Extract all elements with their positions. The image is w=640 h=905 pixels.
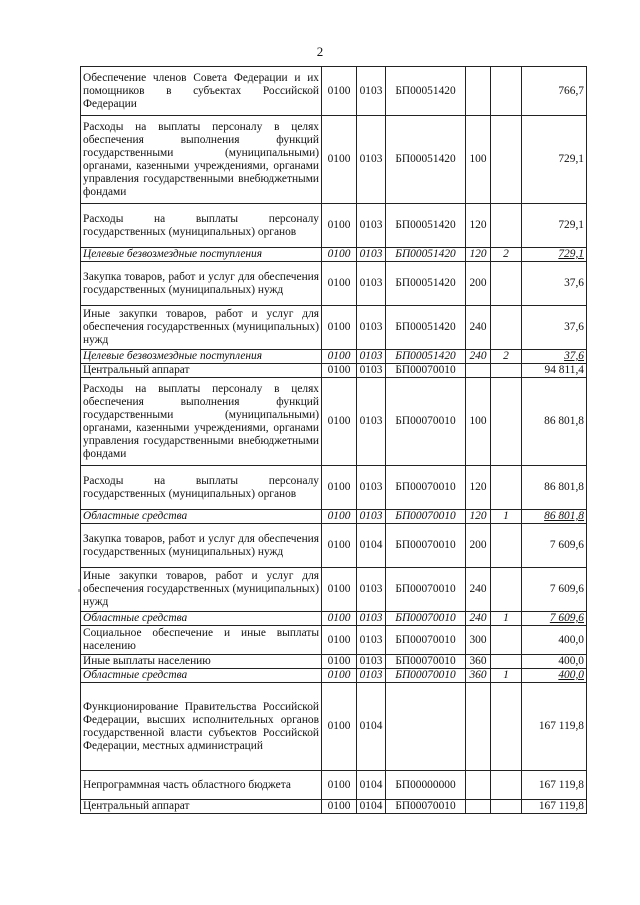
row-source-cell xyxy=(491,364,522,378)
row-subsection-cell: 0103 xyxy=(357,67,386,116)
row-section-cell: 0100 xyxy=(322,669,357,683)
row-subsection-cell: 0103 xyxy=(357,350,386,364)
table-row xyxy=(81,800,587,814)
row-section-cell: 0100 xyxy=(322,800,357,814)
row-source-cell xyxy=(491,262,522,306)
row-source-cell xyxy=(491,306,522,350)
row-expense-type-cell: 300 xyxy=(466,626,491,655)
row-amount-cell: 729,1 xyxy=(522,204,587,248)
row-target-article-cell: БП00070010 xyxy=(386,466,466,510)
row-target-article-cell: БП00070010 xyxy=(386,378,466,466)
row-amount-cell: 400,0 xyxy=(522,655,587,669)
table-row xyxy=(81,67,587,116)
row-expense-type-cell: 120 xyxy=(466,204,491,248)
table-row xyxy=(81,524,587,568)
row-name-cell: Целевые безвозмездные поступления xyxy=(81,350,322,364)
row-section-cell: 0100 xyxy=(322,350,357,364)
row-section-cell: 0100 xyxy=(322,378,357,466)
row-target-article-cell: БП00070010 xyxy=(386,800,466,814)
row-target-article-cell: БП00051420 xyxy=(386,204,466,248)
row-source-cell xyxy=(491,771,522,800)
row-section-cell: 0100 xyxy=(322,204,357,248)
row-target-article-cell: БП00051420 xyxy=(386,262,466,306)
row-source-cell xyxy=(491,800,522,814)
row-expense-type-cell xyxy=(466,771,491,800)
row-amount-cell: 729,1 xyxy=(522,248,587,262)
row-target-article-cell xyxy=(386,683,466,771)
row-section-cell: 0100 xyxy=(322,771,357,800)
row-section-cell: 0100 xyxy=(322,262,357,306)
row-source-cell xyxy=(491,378,522,466)
row-source-cell xyxy=(491,67,522,116)
row-expense-type-cell: 200 xyxy=(466,524,491,568)
row-amount-cell: 37,6 xyxy=(522,262,587,306)
page-number: 2 xyxy=(316,44,324,59)
row-name-cell: Целевые безвозмездные поступления xyxy=(81,248,322,262)
row-expense-type-cell: 240 xyxy=(466,612,491,626)
row-section-cell: 0100 xyxy=(322,306,357,350)
row-target-article-cell: БП00051420 xyxy=(386,67,466,116)
row-section-cell: 0100 xyxy=(322,655,357,669)
row-source-cell xyxy=(491,524,522,568)
table-row xyxy=(81,683,587,771)
row-amount-cell: 37,6 xyxy=(522,306,587,350)
row-name-cell: Центральный аппарат xyxy=(81,800,322,814)
row-section-cell: 0100 xyxy=(322,466,357,510)
table-row xyxy=(81,306,587,350)
row-subsection-cell: 0103 xyxy=(357,655,386,669)
row-subsection-cell: 0103 xyxy=(357,626,386,655)
row-expense-type-cell xyxy=(466,67,491,116)
row-target-article-cell: БП00070010 xyxy=(386,364,466,378)
row-subsection-cell: 0103 xyxy=(357,378,386,466)
row-expense-type-cell: 360 xyxy=(466,655,491,669)
row-subsection-cell: 0103 xyxy=(357,669,386,683)
row-section-cell: 0100 xyxy=(322,364,357,378)
table-row xyxy=(81,204,587,248)
row-subsection-cell: 0103 xyxy=(357,466,386,510)
row-target-article-cell: БП00070010 xyxy=(386,524,466,568)
row-source-cell xyxy=(491,116,522,204)
row-amount-cell: 7 609,6 xyxy=(522,612,587,626)
row-source-cell: 1 xyxy=(491,612,522,626)
row-expense-type-cell: 120 xyxy=(466,466,491,510)
row-name-cell: Областные средства xyxy=(81,612,322,626)
row-name-cell: Иные закупки товаров, работ и услуг для обеспечения государственных (муниципальных) нужд xyxy=(81,306,322,350)
row-target-article-cell: БП00051420 xyxy=(386,116,466,204)
row-section-cell: 0100 xyxy=(322,683,357,771)
row-source-cell xyxy=(491,626,522,655)
row-section-cell: 0100 xyxy=(322,116,357,204)
row-name-cell: Иные выплаты населению xyxy=(81,655,322,669)
row-amount-cell: 37,6 xyxy=(522,350,587,364)
row-source-cell: 2 xyxy=(491,248,522,262)
budget-table xyxy=(80,66,587,814)
row-amount-cell: 766,7 xyxy=(522,67,587,116)
row-subsection-cell: 0103 xyxy=(357,510,386,524)
table-row xyxy=(81,466,587,510)
table-row xyxy=(81,626,587,655)
row-name-cell: Иные закупки товаров, работ и услуг для обеспечения государственных (муниципальных) нужд xyxy=(81,568,322,612)
row-expense-type-cell: 360 xyxy=(466,669,491,683)
row-amount-cell: 7 609,6 xyxy=(522,568,587,612)
row-subsection-cell: 0104 xyxy=(357,524,386,568)
row-source-cell xyxy=(491,466,522,510)
table-row xyxy=(81,655,587,669)
row-expense-type-cell: 240 xyxy=(466,350,491,364)
row-subsection-cell: 0104 xyxy=(357,683,386,771)
row-expense-type-cell: 240 xyxy=(466,306,491,350)
row-subsection-cell: 0103 xyxy=(357,262,386,306)
row-expense-type-cell: 100 xyxy=(466,116,491,204)
row-source-cell: 1 xyxy=(491,669,522,683)
row-section-cell: 0100 xyxy=(322,248,357,262)
row-section-cell: 0100 xyxy=(322,67,357,116)
row-subsection-cell: 0104 xyxy=(357,771,386,800)
row-source-cell: 2 xyxy=(491,350,522,364)
row-amount-cell: 400,0 xyxy=(522,669,587,683)
table-row xyxy=(81,612,587,626)
table-row xyxy=(81,350,587,364)
row-amount-cell: 167 119,8 xyxy=(522,683,587,771)
row-expense-type-cell xyxy=(466,800,491,814)
row-source-cell xyxy=(491,204,522,248)
row-name-cell: Расходы на выплаты персоналу в целях обеспечения выполнения функций государственными (муниципальными) органами, казенными учреждениями, органами управления государственными внебюджетными фондами xyxy=(81,116,322,204)
row-name-cell: Социальное обеспечение и иные выплаты населению xyxy=(81,626,322,655)
row-target-article-cell: БП00070010 xyxy=(386,568,466,612)
row-expense-type-cell: 120 xyxy=(466,248,491,262)
table-row xyxy=(81,248,587,262)
row-source-cell xyxy=(491,683,522,771)
row-source-cell xyxy=(491,568,522,612)
row-subsection-cell: 0103 xyxy=(357,248,386,262)
row-subsection-cell: 0103 xyxy=(357,364,386,378)
row-section-cell: 0100 xyxy=(322,612,357,626)
row-amount-cell: 86 801,8 xyxy=(522,378,587,466)
row-target-article-cell: БП00051420 xyxy=(386,350,466,364)
table-row xyxy=(81,378,587,466)
row-target-article-cell: БП00000000 xyxy=(386,771,466,800)
table-row xyxy=(81,364,587,378)
row-target-article-cell: БП00070010 xyxy=(386,510,466,524)
row-amount-cell: 7 609,6 xyxy=(522,524,587,568)
row-amount-cell: 729,1 xyxy=(522,116,587,204)
table-row xyxy=(81,568,587,612)
row-section-cell: 0100 xyxy=(322,524,357,568)
row-name-cell: Областные средства xyxy=(81,669,322,683)
table-row xyxy=(81,771,587,800)
row-amount-cell: 86 801,8 xyxy=(522,466,587,510)
row-name-cell: Обеспечение членов Совета Федерации и их помощников в субъектах Российской Федерации xyxy=(81,67,322,116)
row-expense-type-cell: 200 xyxy=(466,262,491,306)
row-target-article-cell: БП00051420 xyxy=(386,306,466,350)
row-name-cell: Закупка товаров, работ и услуг для обеспечения государственных (муниципальных) нужд xyxy=(81,524,322,568)
table-row xyxy=(81,262,587,306)
row-amount-cell: 86 801,8 xyxy=(522,510,587,524)
row-subsection-cell: 0103 xyxy=(357,116,386,204)
row-amount-cell: 167 119,8 xyxy=(522,771,587,800)
row-name-cell: Расходы на выплаты персоналу государственных (муниципальных) органов xyxy=(81,204,322,248)
row-amount-cell: 400,0 xyxy=(522,626,587,655)
row-amount-cell: 94 811,4 xyxy=(522,364,587,378)
row-name-cell: Центральный аппарат xyxy=(81,364,322,378)
row-name-cell: Расходы на выплаты персоналу в целях обеспечения выполнения функций государственными (муниципальными) органами, казенными учреждениями, органами управления государственными внебюджетными фондами xyxy=(81,378,322,466)
row-subsection-cell: 0103 xyxy=(357,204,386,248)
row-amount-cell: 167 119,8 xyxy=(522,800,587,814)
row-expense-type-cell: 240 xyxy=(466,568,491,612)
row-subsection-cell: 0103 xyxy=(357,306,386,350)
row-subsection-cell: 0104 xyxy=(357,800,386,814)
row-target-article-cell: БП00070010 xyxy=(386,655,466,669)
row-section-cell: 0100 xyxy=(322,568,357,612)
row-target-article-cell: БП00070010 xyxy=(386,626,466,655)
row-name-cell: Расходы на выплаты персоналу государственных (муниципальных) органов xyxy=(81,466,322,510)
row-expense-type-cell xyxy=(466,683,491,771)
row-name-cell: Закупка товаров, работ и услуг для обеспечения государственных (муниципальных) нужд xyxy=(81,262,322,306)
row-name-cell: Областные средства xyxy=(81,510,322,524)
row-section-cell: 0100 xyxy=(322,510,357,524)
row-name-cell: Функционирование Правительства Российской Федерации, высших исполнительных органов государственной власти субъектов Российской Федерации, местных администраций xyxy=(81,683,322,771)
row-source-cell xyxy=(491,655,522,669)
margin-mark xyxy=(78,589,80,592)
table-row xyxy=(81,116,587,204)
row-expense-type-cell: 100 xyxy=(466,378,491,466)
row-target-article-cell: БП00070010 xyxy=(386,669,466,683)
row-expense-type-cell xyxy=(466,364,491,378)
row-expense-type-cell: 120 xyxy=(466,510,491,524)
row-target-article-cell: БП00070010 xyxy=(386,612,466,626)
row-name-cell: Непрограммная часть областного бюджета xyxy=(81,771,322,800)
row-subsection-cell: 0103 xyxy=(357,612,386,626)
row-section-cell: 0100 xyxy=(322,626,357,655)
row-target-article-cell: БП00051420 xyxy=(386,248,466,262)
row-source-cell: 1 xyxy=(491,510,522,524)
table-row xyxy=(81,669,587,683)
row-subsection-cell: 0103 xyxy=(357,568,386,612)
table-row xyxy=(81,510,587,524)
